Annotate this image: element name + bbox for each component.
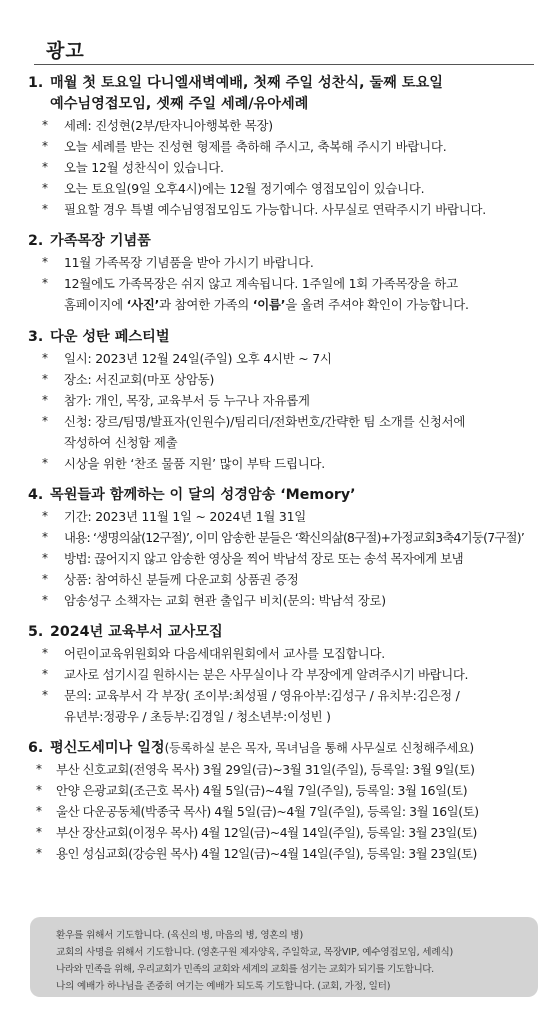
list-item [28, 664, 538, 685]
list-item [28, 527, 538, 548]
list-item [28, 843, 538, 864]
section-1 [28, 73, 538, 220]
bullet-star: * [42, 139, 48, 153]
emphasis-name: ‘이름’ [252, 297, 286, 312]
item-text: 일시: 2023년 12월 24일(주일) 오후 4시반 ~ 7시 [64, 351, 332, 366]
section-title-continued: 예수님영접모임, 셋째 주일 세례/유아세례 [50, 96, 309, 112]
bullet-star: * [36, 825, 42, 839]
item-text: 교사로 섬기시길 원하시는 분은 사무실이나 각 부장에게 알려주시기 바랍니다. [64, 667, 469, 682]
bullet-star: * [42, 351, 48, 365]
section-5 [28, 622, 538, 727]
bullet-star: * [42, 202, 48, 216]
bullet-star: * [42, 181, 48, 195]
item-text: 부산 장산교회(이정우 목사) 4월 12일(금)~4월 14일(주일), 등록일: 3월 23일(토) [56, 825, 477, 840]
item-text: 부산 신호교회(전영욱 목사) 3월 29일(금)~3월 31일(주일), 등록일: 3월 9일(토) [56, 762, 475, 777]
section-number: 2. [28, 233, 44, 249]
list-item [28, 801, 538, 822]
section-title: 목원들과 함께하는 이 달의 성경암송 ‘Memory’ [50, 487, 356, 503]
section-title: 평신도세미나 일정 [50, 740, 165, 756]
list-item [28, 548, 538, 569]
section-1-heading [28, 73, 538, 115]
page-title: 광고 [46, 40, 85, 62]
section-6-heading [28, 738, 538, 759]
list-item [28, 273, 538, 315]
bullet-star: * [42, 276, 48, 290]
list-item [28, 506, 538, 527]
item-text-continued [64, 294, 538, 315]
list-item [28, 115, 538, 136]
bullet-star: * [42, 255, 48, 269]
list-item [28, 822, 538, 843]
bullet-star: * [42, 551, 48, 565]
bullet-star: * [36, 783, 42, 797]
list-item [28, 199, 538, 220]
bullet-star: * [36, 846, 42, 860]
bullet-star: * [42, 509, 48, 523]
bullet-star: * [42, 393, 48, 407]
section-2 [28, 231, 538, 315]
section-5-heading [28, 622, 538, 643]
list-item [28, 643, 538, 664]
item-text: 11월 가족목장 기념품을 받아 가시기 바랍니다. [64, 255, 314, 270]
prayer-line: 환우를 위해서 기도합니다. (육신의 병, 마음의 병, 영혼의 병) [56, 930, 303, 941]
prayer-line: 교회의 사명을 위해서 기도합니다. (영혼구원 제자양육, 주일학교, 목장VIP, 예수영접모임, 세례식) [56, 947, 454, 958]
list-item [28, 348, 538, 369]
list-item [28, 453, 538, 474]
bullet-star: * [42, 456, 48, 470]
list-item [28, 390, 538, 411]
section-3 [28, 327, 538, 474]
item-text-continued: 작성하여 신청함 제출 [64, 435, 178, 450]
item-text-continued: 유년부:정광우 / 초등부:김경일 / 청소년부:이성빈 ) [64, 709, 331, 724]
section-note: (등록하실 분은 목자, 목녀님을 통해 사무실로 신청해주세요) [164, 741, 474, 755]
list-item [28, 157, 538, 178]
item-text: 어린이교육위원회와 다음세대위원회에서 교사를 모집합니다. [64, 646, 385, 661]
emphasis-photo: ‘사진’ [126, 297, 160, 312]
item-text: 필요할 경우 특별 예수님영접모임도 가능합니다. 사무실로 연락주시기 바랍니다. [64, 202, 487, 217]
item-text: 기간: 2023년 11월 1일 ~ 2024년 1월 31일 [64, 509, 307, 524]
bullet-star: * [42, 688, 48, 702]
item-text: 12월에도 가족목장은 쉬지 않고 계속됩니다. 1주일에 1회 가족목장을 하고 [64, 276, 458, 291]
section-number: 3. [28, 329, 44, 345]
item-text: 신청: 장르/팀명/발표자(인원수)/팀리더/전화번호/간략한 팀 소개를 신청서에 [64, 414, 466, 429]
bullet-star: * [42, 572, 48, 586]
bullet-star: * [42, 118, 48, 132]
bullet-star: * [36, 762, 42, 776]
section-4 [28, 485, 538, 611]
prayer-line: 나의 예배가 하나님을 존중히 여기는 예배가 되도록 기도합니다. (교회, 가정, 일터) [56, 981, 391, 992]
list-item [28, 569, 538, 590]
list-item [28, 590, 538, 611]
section-2-heading [28, 231, 538, 252]
section-number: 1. [28, 75, 44, 91]
section-title: 2024년 교육부서 교사모집 [50, 624, 223, 640]
bullet-star: * [36, 804, 42, 818]
title-divider [34, 64, 534, 65]
item-text: 오늘 12월 성찬식이 있습니다. [64, 160, 224, 175]
item-text: 암송성구 소책자는 교회 현관 출입구 비치(문의: 박남석 장로) [64, 593, 386, 608]
text-fragment: 홈페이지에 [64, 297, 127, 312]
list-item [28, 411, 538, 453]
prayer-line: 나라와 민족을 위해, 우리교회가 민족의 교회와 세계의 교회를 섬기는 교회가 되기를 기도합니다. [56, 964, 434, 975]
section-6 [28, 738, 538, 864]
item-text: 용인 성심교회(강승원 목사) 4월 12일(금)~4월 14일(주일), 등록일: 3월 23일(토) [56, 846, 477, 861]
item-text: 울산 다운공동체(박종국 목사) 4월 5일(금)~4월 7일(주일), 등록일: 3월 16일(토) [56, 804, 479, 819]
list-item [28, 780, 538, 801]
section-number: 5. [28, 624, 44, 640]
item-text: 오는 토요일(9일 오후4시)에는 12월 정기예수 영접모임이 있습니다. [64, 181, 425, 196]
bullet-star: * [42, 646, 48, 660]
text-fragment: 을 올려 주셔야 확인이 가능합니다. [285, 297, 469, 312]
list-item [28, 759, 538, 780]
item-text: 오늘 세례를 받는 진성현 형제를 축하해 주시고, 축복해 주시기 바랍니다. [64, 139, 447, 154]
section-number: 4. [28, 487, 44, 503]
list-item [28, 178, 538, 199]
prayer-box [30, 917, 538, 997]
section-3-heading [28, 327, 538, 348]
list-item [28, 136, 538, 157]
item-text: 상품: 참여하신 분들께 다운교회 상품권 증정 [64, 572, 299, 587]
item-text: 방법: 끊어지지 않고 암송한 영상을 찍어 박남석 장로 또는 송석 목자에게 보냄 [64, 551, 464, 566]
item-text: 안양 은광교회(조근호 목사) 4월 5일(금)~4월 7일(주일), 등록일: 3월 16일(토) [56, 783, 468, 798]
bullet-star: * [42, 667, 48, 681]
list-item [28, 685, 538, 727]
section-4-heading [28, 485, 538, 506]
bullet-star: * [42, 372, 48, 386]
bullet-star: * [42, 414, 48, 428]
item-text: 장소: 서진교회(마포 상암동) [64, 372, 215, 387]
item-text: 세례: 진성현(2부/탄자니아행복한 목장) [64, 118, 273, 133]
section-number: 6. [28, 740, 44, 756]
list-item [28, 369, 538, 390]
item-text: 문의: 교육부서 각 부장( 조이부:최성필 / 영유아부:김성구 / 유치부:김은정 / [64, 688, 460, 703]
item-text: 시상을 위한 ‘찬조 물품 지원’ 많이 부탁 드립니다. [64, 456, 326, 471]
bullet-star: * [42, 530, 48, 544]
section-title: 매월 첫 토요일 다니엘새벽예배, 첫째 주일 성찬식, 둘째 토요일 [50, 75, 443, 91]
item-text: 내용: ‘생명의삶(12구절)’, 이미 암송한 분들은 ‘확신의삶(8구절)+가정교회3축4기둥(7구절)’ [64, 530, 525, 545]
section-title: 가족목장 기념품 [50, 233, 151, 249]
section-title: 다운 성탄 페스티벌 [50, 329, 170, 345]
bullet-star: * [42, 593, 48, 607]
bullet-star: * [42, 160, 48, 174]
list-item [28, 252, 538, 273]
item-text: 참가: 개인, 목장, 교육부서 등 누구나 자유롭게 [64, 393, 310, 408]
text-fragment: 과 참여한 가족의 [159, 297, 253, 312]
